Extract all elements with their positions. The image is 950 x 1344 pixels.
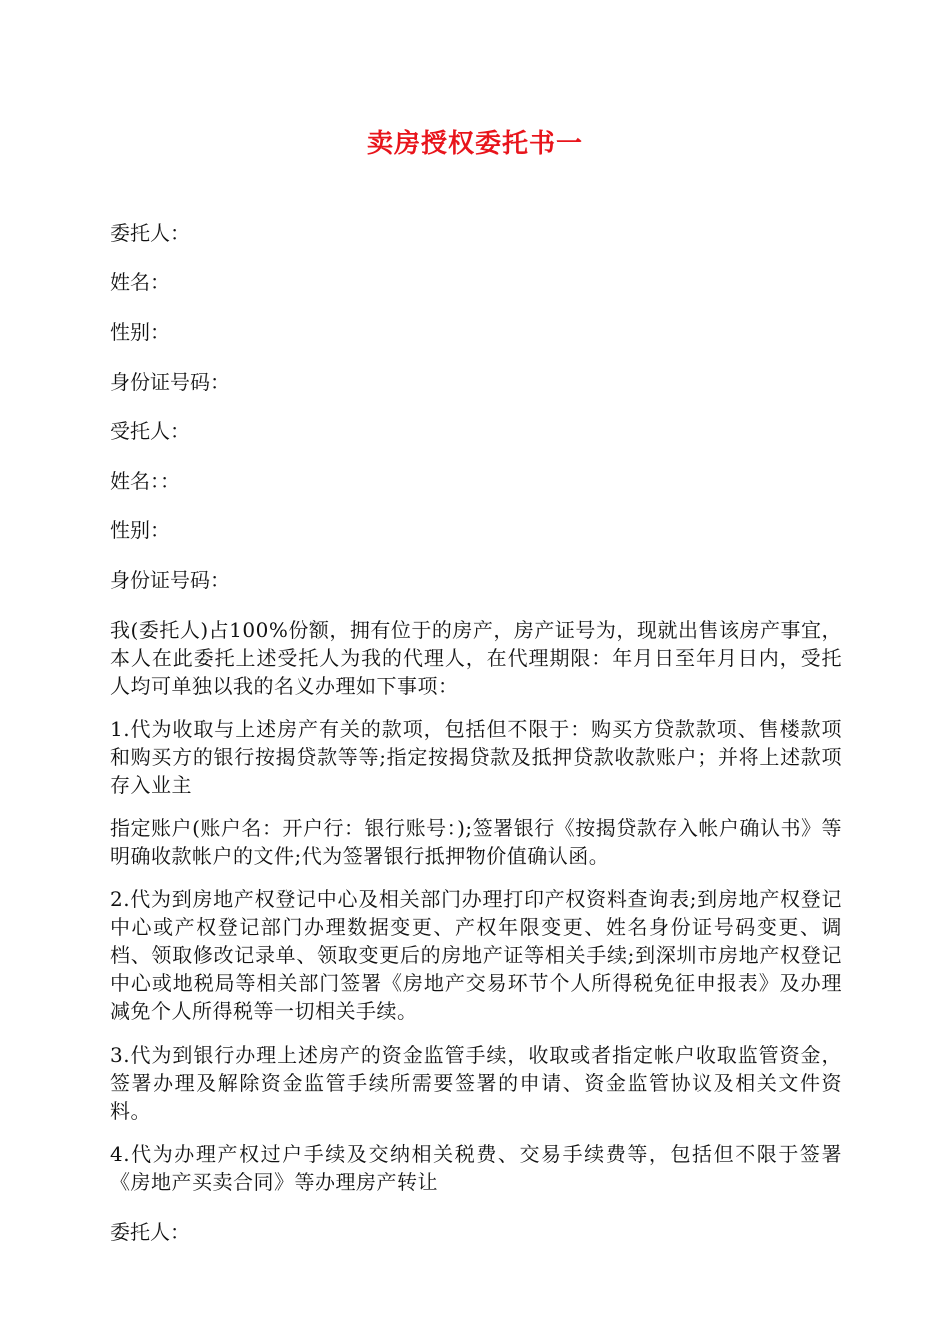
principal-heading: 委托人： (110, 221, 190, 245)
item-1-continued-paragraph: 指定账户(账户名：开户行：银行账号：);签署银行《按揭贷款存入帐户确认书》等明确收款帐户的文件;代为签署银行抵押物价值确认函。 (110, 816, 842, 868)
principal-id-field: 身份证号码： (110, 370, 230, 394)
intro-paragraph: 我(委托人)占100%份额，拥有位于的房产，房产证号为，现就出售该房产事宜，本人在此委托上述受托人为我的代理人，在代理期限：年月日至年月日内，受托人均可单独以我的名义办理如下事项： (110, 618, 842, 698)
agent-id-field: 身份证号码： (110, 568, 230, 592)
agent-heading: 受托人： (110, 419, 190, 443)
item-2-paragraph: 2.代为到房地产权登记中心及相关部门办理打印产权资料查询表;到房地产权登记中心或产权登记部门办理数据变更、产权年限变更、姓名身份证号码变更、调档、领取修改记录单、领取变更后的房地产证等相关手续;到深圳市房地产权登记中心或地税局等相关部门签署《房地产交易环节个人所得税免征申报表》及办理减免个人所得税等一切相关手续。 (110, 887, 842, 1023)
agent-name-field: 姓名：： (110, 469, 180, 493)
principal-gender-field: 性别： (110, 320, 170, 344)
item-1-paragraph: 1.代为收取与上述房产有关的款项，包括但不限于：购买方贷款款项、售楼款项和购买方的银行按揭贷款等等;指定按揭贷款及抵押贷款收款账户；并将上述款项存入业主 (110, 717, 842, 797)
item-4-paragraph: 4.代为办理产权过户手续及交纳相关税费、交易手续费等，包括但不限于签署《房地产买卖合同》等办理房产转让 (110, 1142, 842, 1194)
item-3-paragraph: 3.代为到银行办理上述房产的资金监管手续，收取或者指定帐户收取监管资金，签署办理及解除资金监管手续所需要签署的申请、资金监管协议及相关文件资料。 (110, 1043, 842, 1123)
principal-name-field: 姓名： (110, 270, 170, 294)
agent-gender-field: 性别： (110, 518, 170, 542)
document-title: 卖房授权委托书一 (366, 129, 583, 159)
closing-principal-label: 委托人： (110, 1220, 190, 1244)
